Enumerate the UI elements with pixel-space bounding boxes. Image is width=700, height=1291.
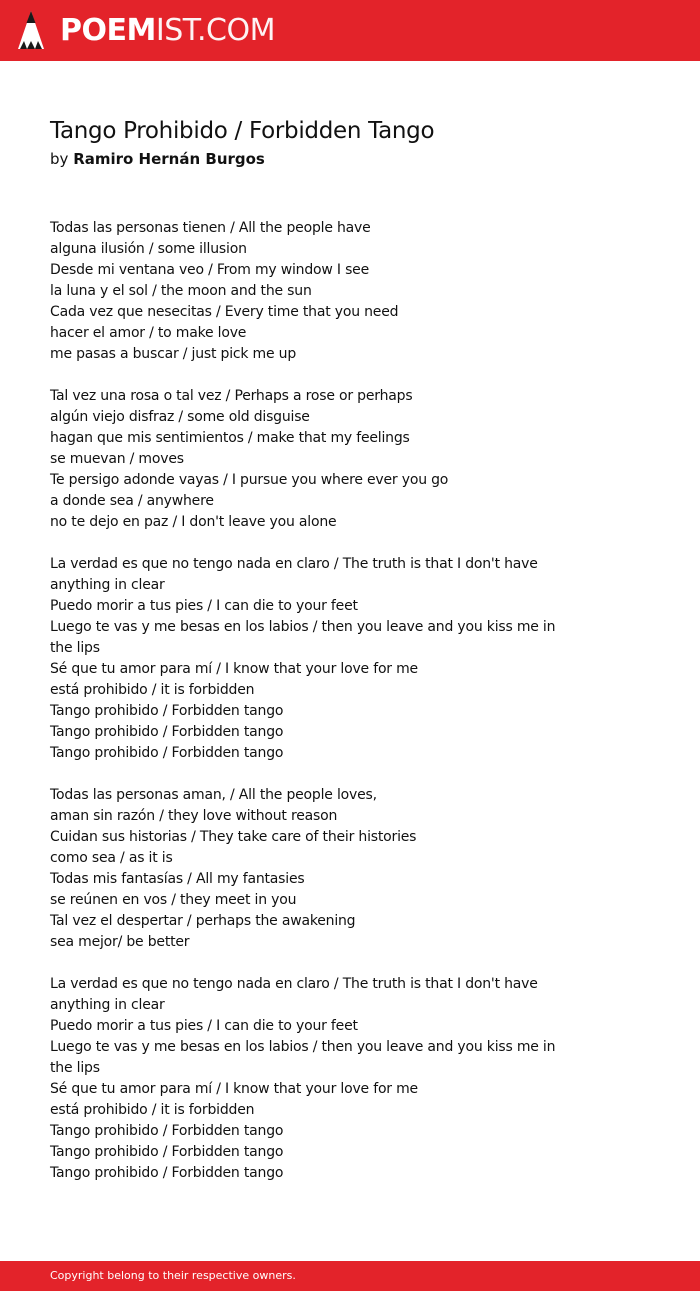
poem-line: Desde mi ventana veo / From my window I see [50, 262, 370, 278]
pencil-tip-icon [16, 9, 46, 53]
poem-line: Todas las personas tienen / All the people have [50, 220, 371, 236]
poem-line: Tango prohibido / Forbidden tango [50, 1144, 284, 1160]
poem-line: está prohibido / it is forbidden [50, 682, 255, 698]
site-logo[interactable] [16, 9, 275, 53]
poem-line: está prohibido / it is forbidden [50, 1102, 255, 1118]
poem-line: the lips [50, 1060, 100, 1076]
logo-bold-text: POEM [60, 13, 156, 48]
site-header [0, 0, 700, 61]
poem-line: Tango prohibido / Forbidden tango [50, 1165, 284, 1181]
poem-line: me pasas a buscar / just pick me up [50, 346, 297, 362]
poem-line: Luego te vas y me besas en los labios / then you leave and you kiss me in [50, 1039, 556, 1055]
poem-line: Todas las personas aman, / All the people loves, [50, 787, 377, 803]
poem-line: se muevan / moves [50, 451, 184, 467]
poem-line: Tango prohibido / Forbidden tango [50, 724, 284, 740]
poem-line: hacer el amor / to make love [50, 325, 247, 341]
poem-content [50, 115, 580, 1205]
poem-line: alguna ilusión / some illusion [50, 241, 247, 257]
poem-stanza [50, 386, 580, 533]
poem-stanza [50, 974, 580, 1184]
poem-line: Puedo morir a tus pies / I can die to your feet [50, 1018, 358, 1034]
poem-line: La verdad es que no tengo nada en claro / The truth is that I don't have [50, 556, 538, 572]
poem-line: Tango prohibido / Forbidden tango [50, 703, 284, 719]
logo-light-text: IST.COM [155, 13, 275, 48]
poem-line: Te persigo adonde vayas / I pursue you where ever you go [50, 472, 449, 488]
poem-line: Cada vez que nesecitas / Every time that you need [50, 304, 399, 320]
poem-stanza [50, 218, 580, 365]
poem-line: como sea / as it is [50, 850, 173, 866]
poem-line: Tango prohibido / Forbidden tango [50, 1123, 284, 1139]
poem-line: hagan que mis sentimientos / make that my feelings [50, 430, 410, 446]
poem-body [50, 218, 580, 1184]
poem-author: Ramiro Hernán Burgos [73, 150, 265, 168]
poem-line: algún viejo disfraz / some old disguise [50, 409, 310, 425]
poem-stanza [50, 785, 580, 953]
poem-line: no te dejo en paz / I don't leave you alone [50, 514, 337, 530]
poem-byline [50, 147, 580, 171]
poem-line: Tal vez el despertar / perhaps the awakening [50, 913, 356, 929]
poem-line: anything in clear [50, 997, 165, 1013]
poem-line: Tal vez una rosa o tal vez / Perhaps a rose or perhaps [50, 388, 413, 404]
poem-line: Todas mis fantasías / All my fantasies [50, 871, 305, 887]
poem-line: Sé que tu amor para mí / I know that your love for me [50, 661, 418, 677]
poem-line: sea mejor/ be better [50, 934, 190, 950]
copyright-text: Copyright belong to their respective owners. [50, 1269, 296, 1282]
poem-stanza [50, 554, 580, 764]
poem-line: Luego te vas y me besas en los labios / then you leave and you kiss me in [50, 619, 556, 635]
poem-line: Sé que tu amor para mí / I know that your love for me [50, 1081, 418, 1097]
poem-line: la luna y el sol / the moon and the sun [50, 283, 312, 299]
poem-line: La verdad es que no tengo nada en claro / The truth is that I don't have [50, 976, 538, 992]
site-footer [0, 1261, 700, 1291]
by-label: by [50, 150, 69, 168]
poem-line: aman sin razón / they love without reason [50, 808, 338, 824]
poem-title: Tango Prohibido / Forbidden Tango [50, 118, 435, 144]
poem-line: anything in clear [50, 577, 165, 593]
poem-line: a donde sea / anywhere [50, 493, 214, 509]
poem-line: Cuidan sus historias / They take care of their histories [50, 829, 417, 845]
poem-line: Tango prohibido / Forbidden tango [50, 745, 284, 761]
poem-line: se reúnen en vos / they meet in you [50, 892, 297, 908]
poem-line: the lips [50, 640, 100, 656]
poem-line: Puedo morir a tus pies / I can die to your feet [50, 598, 358, 614]
logo-wordmark [60, 9, 275, 53]
